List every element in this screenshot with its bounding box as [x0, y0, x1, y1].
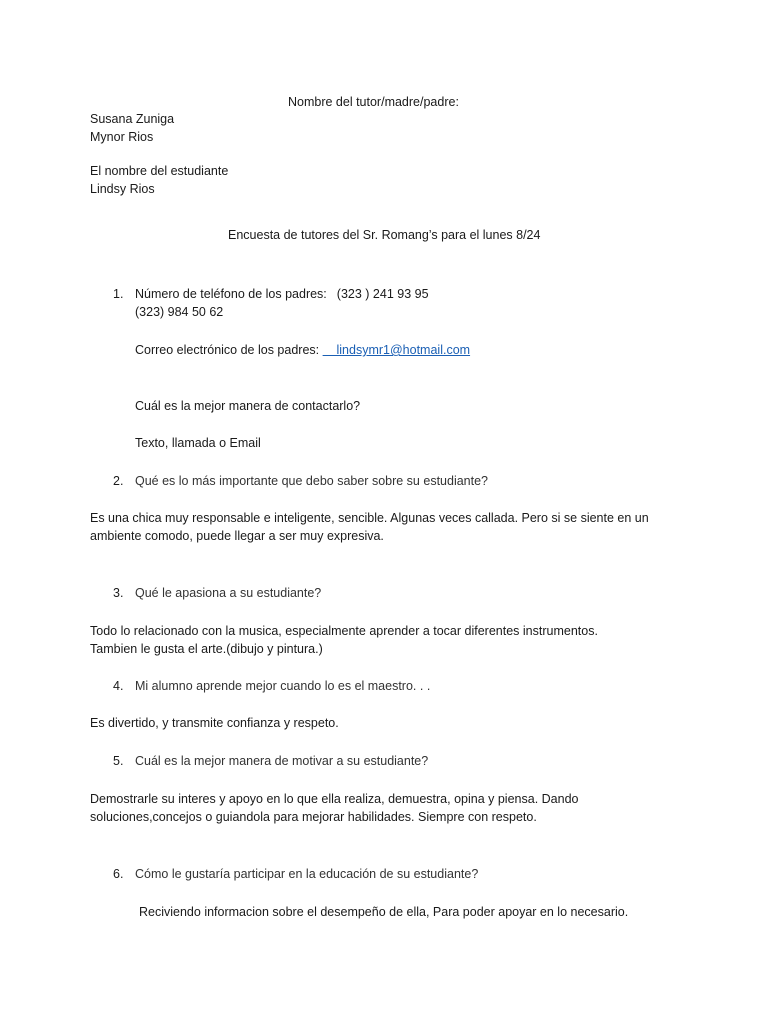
question-number: 5.	[113, 754, 124, 768]
student-label: El nombre del estudiante	[90, 164, 229, 178]
contact-question: Cuál es la mejor manera de contactarlo?	[135, 399, 361, 413]
tutor-name: Mynor Rios	[90, 130, 154, 144]
answer-line: ambiente comodo, puede llegar a ser muy expresiva.	[90, 529, 384, 543]
question-number: 1.	[113, 287, 124, 301]
answer-line: Es divertido, y transmite confianza y respeto.	[90, 716, 339, 730]
answer-line: Es una chica muy responsable e inteligente, sencible. Algunas veces callada. Pero si se siente en un	[90, 511, 649, 525]
answer-line: Demostrarle su interes y apoyo en lo que ella realiza, demuestra, opina y piensa. Dando	[90, 792, 579, 806]
email-link[interactable]: lindsymr1@hotmail.com	[322, 343, 471, 357]
answer-line: soluciones,concejos o guiandola para mejorar habilidades. Siempre con respeto.	[90, 810, 537, 824]
question-number: 3.	[113, 586, 124, 600]
email-label: Correo electrónico de los padres:	[135, 343, 320, 357]
question-text: Qué es lo más importante que debo saber sobre su estudiante?	[135, 474, 488, 488]
question-number: 6.	[113, 867, 124, 881]
question-number: 4.	[113, 679, 124, 693]
question-text: Qué le apasiona a su estudiante?	[135, 586, 322, 600]
answer-line: Reciviendo informacion sobre el desempeño de ella, Para poder apoyar en lo necesario.	[139, 905, 629, 919]
question-text: Cómo le gustaría participar en la educación de su estudiante?	[135, 867, 479, 881]
tutor-name: Susana Zuniga	[90, 112, 175, 126]
student-name: Lindsy Rios	[90, 182, 155, 196]
phone-label-text: Número de teléfono de los padres:	[135, 287, 327, 301]
email-row	[135, 341, 470, 359]
phone-label	[135, 285, 429, 303]
phone-number-1: (323 ) 241 93 95	[336, 287, 429, 301]
answer-line: Tambien le gusta el arte.(dibujo y pintura.)	[90, 642, 323, 656]
question-text: Mi alumno aprende mejor cuando lo es el maestro. . .	[135, 679, 431, 693]
question-number: 2.	[113, 474, 124, 488]
phone-number-2: (323) 984 50 62	[135, 305, 224, 319]
contact-answer: Texto, llamada o Email	[135, 436, 261, 450]
survey-title: Encuesta de tutores del Sr. Romang’s para el lunes 8/24	[228, 228, 541, 242]
question-text: Cuál es la mejor manera de motivar a su estudiante?	[135, 754, 429, 768]
tutor-heading: Nombre del tutor/madre/padre:	[288, 95, 459, 109]
answer-line: Todo lo relacionado con la musica, especialmente aprender a tocar diferentes instrumentos.	[90, 624, 598, 638]
